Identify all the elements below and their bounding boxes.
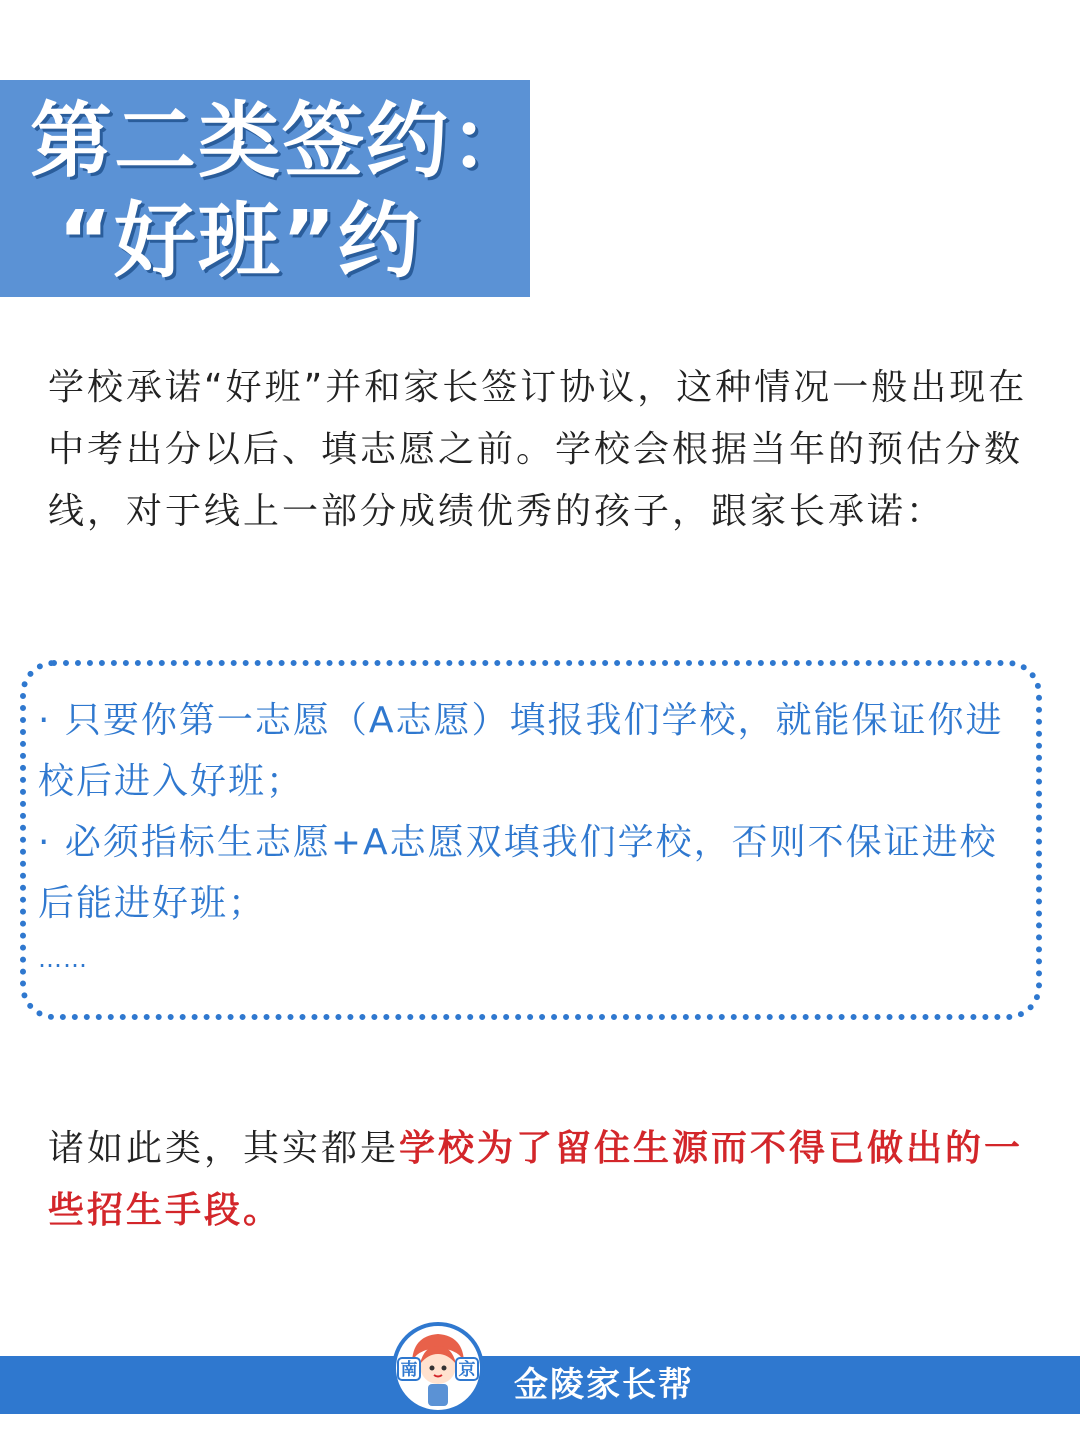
conclusion-emphasis-text: 学校为了留住生源而不得已做出的一些招生手段。 [48, 1128, 1024, 1231]
title-line-2: “好班”约 [58, 194, 422, 289]
callout-content [38, 690, 1028, 984]
callout-item-2: · 必须指标生志愿+A志愿双填我们学校，否则不保证进校后能进好班； [38, 822, 998, 924]
mascot-logo-icon [390, 1320, 486, 1416]
intro-paragraph: 学校承诺“好班”并和家长签订协议，这种情况一般出现在中考出分以后、填志愿之前。学校会根据当年的预估分数线，对于线上一部分成绩优秀的孩子，跟家长承诺： [48, 367, 1028, 532]
callout-ellipsis: …… [38, 945, 88, 973]
logo-right-char: 京 [458, 1360, 476, 1380]
conclusion-plain-text: 诸如此类，其实都是 [48, 1128, 400, 1169]
logo-left-char: 南 [400, 1360, 418, 1380]
title-line-1: 第二类签约： [30, 94, 535, 189]
callout-item-1: · 只要你第一志愿（A志愿）填报我们学校，就能保证你进校后进入好班； [38, 700, 1004, 802]
title-banner [0, 80, 535, 297]
conclusion-paragraph [48, 1118, 1038, 1242]
brand-name: 金陵家长帮 [514, 1365, 694, 1405]
